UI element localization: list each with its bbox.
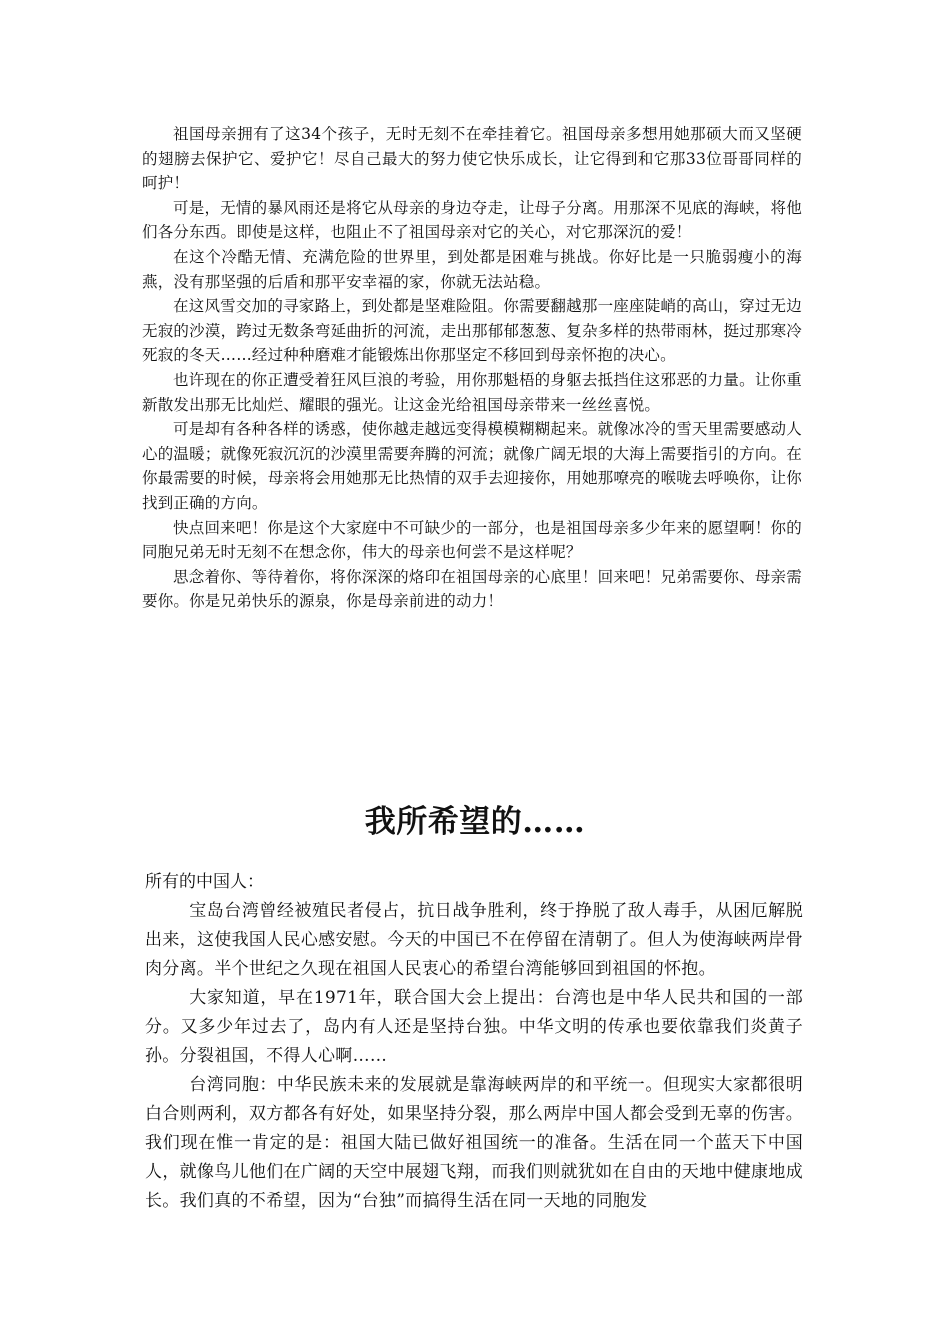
essay-two-salutation: 所有的中国人： — [145, 872, 264, 892]
essay-one-paragraph-6: 可是却有各种各样的诱惑，使你越走越远变得模模糊糊起来。就像冰冷的雪天里需要感动人心的温暖；就像死寂沉沉的沙漠里需要奔腾的河流；就像广阔无垠的大海上需要指引的方向。在你最需要的时候，母亲将会用她那无比热情的双手去迎接你，用她那嘹亮的喉咙去呼唤你，让你找到正确的方向。 — [142, 420, 802, 512]
essay-one-paragraph-5: 也许现在的你正遭受着狂风巨浪的考验，用你那魁梧的身躯去抵挡住这邪恶的力量。让你重新散发出那无比灿烂、耀眼的强光。让这金光给祖国母亲带来一丝丝喜悦。 — [142, 370, 802, 414]
essay-two-title: 我所希望的…… — [364, 804, 586, 840]
essay-one-paragraph-2: 可是，无情的暴风雨还是将它从母亲的身边夺走，让母子分离。用那深不见底的海峡，将他们各分东西。即使是这样，也阻止不了祖国母亲对它的关心，对它那深沉的爱！ — [142, 198, 802, 242]
essay-two-paragraph-2: 大家知道，早在1971年，联合国大会上提出：台湾也是中华人民共和国的一部分。又多少年过去了，岛内有人还是坚持台独。中华文明的传承也要依靠我们炎黄子孙。分裂祖国，不得人心啊…… — [145, 988, 803, 1066]
essay-two-paragraph-1: 宝岛台湾曾经被殖民者侵占，抗日战争胜利，终于挣脱了敌人毒手，从困厄解脱出来，这使我国人民心感安慰。今天的中国已不在停留在清朝了。但人为使海峡两岸骨肉分离。半个世纪之久现在祖国人民衷心的希望台湾能够回到祖国的怀抱。 — [145, 901, 803, 979]
essay-one-paragraph-4: 在这风雪交加的寻家路上，到处都是坚难险阻。你需要翻越那一座座陡峭的高山，穿过无边无寂的沙漠，跨过无数条弯延曲折的河流，走出那郁郁葱葱、复杂多样的热带雨林，挺过那寒冷死寂的冬天……经过种种磨难才能锻炼出你那坚定不移回到母亲怀抱的决心。 — [142, 297, 802, 365]
essay-one-paragraph-1: 祖国母亲拥有了这34个孩子，无时无刻不在牵挂着它。祖国母亲多想用她那硕大而又坚硬的翅膀去保护它、爱护它！尽自己最大的努力使它快乐成长，让它得到和它那33位哥哥同样的呵护！ — [142, 125, 802, 193]
essay-two-paragraph-3: 台湾同胞：中华民族未来的发展就是靠海峡两岸的和平统一。但现实大家都很明白合则两利，双方都各有好处，如果坚持分裂，那么两岸中国人都会受到无辜的伤害。我们现在惟一肯定的是：祖国大陆已做好祖国统一的准备。生活在同一个蓝天下中国人，就像鸟儿他们在广阔的天空中展翅飞翔，而我们则就犹如在自由的天地中健康地成长。我们真的不希望，因为“台独”而搞得生活在同一天地的同胞发 — [145, 1075, 803, 1211]
essay-one-paragraph-3: 在这个冷酷无情、充满危险的世界里，到处都是困难与挑战。你好比是一只脆弱瘦小的海燕，没有那坚强的后盾和那平安幸福的家，你就无法站稳。 — [142, 247, 802, 291]
essay-one-body — [142, 122, 802, 614]
essay-one-paragraph-8: 思念着你、等待着你，将你深深的烙印在祖国母亲的心底里！回来吧！兄弟需要你、母亲需要你。你是兄弟快乐的源泉，你是母亲前进的动力！ — [142, 567, 802, 611]
essay-one-paragraph-7: 快点回来吧！你是这个大家庭中不可缺少的一部分，也是祖国母亲多少年来的愿望啊！你的同胞兄弟无时无刻不在想念你，伟大的母亲也何尝不是这样呢？ — [142, 518, 802, 562]
essay-two-body — [145, 868, 803, 1216]
